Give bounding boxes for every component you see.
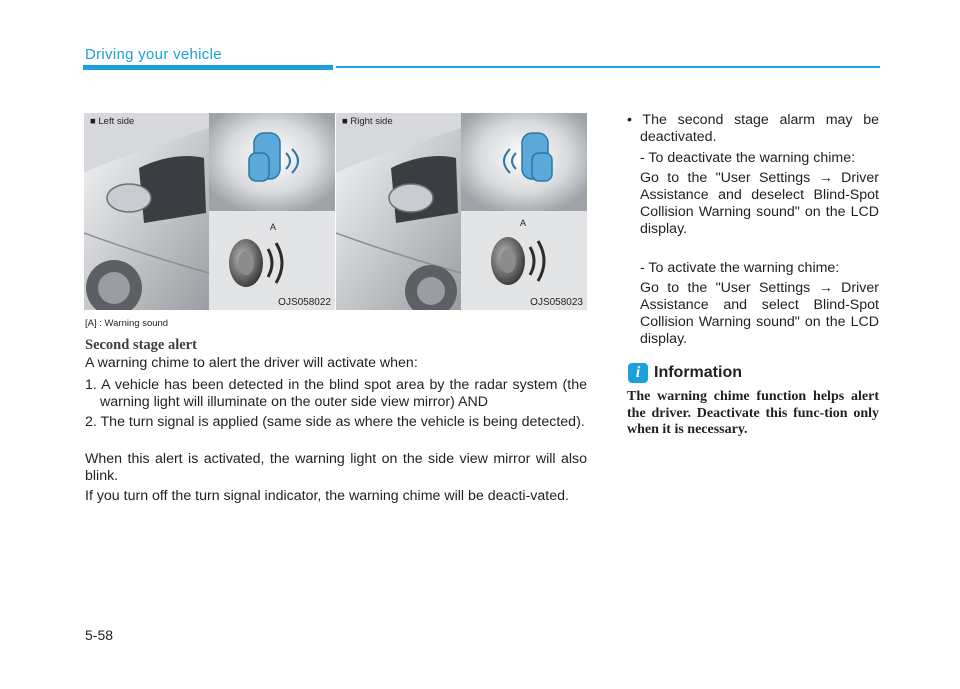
section-title: Driving your vehicle [85, 46, 222, 63]
info-title: Information [654, 364, 742, 381]
callout-a: A [520, 218, 527, 228]
figure-right-side [336, 113, 587, 310]
header-rule [83, 65, 333, 70]
car-mirror-illustration [336, 113, 587, 310]
activate-title: - To activate the warning chime: [640, 260, 840, 276]
deactivate-title: - To deactivate the warning chime: [640, 150, 856, 166]
paragraph: If you turn off the turn signal indicator, the warning chime will be deacti-vated. [85, 488, 569, 504]
figure-side-label: ■ Right side [342, 116, 393, 127]
callout-a: A [270, 222, 277, 232]
figure-side-label: ■ Left side [90, 116, 135, 127]
list-item: 1. A vehicle has been detected in the blind spot area by the radar system (the warning light will illuminate on the outer side view mirror) AND [85, 377, 587, 410]
bullet-item: • The second stage alarm may be deactivated. [627, 112, 879, 145]
header-rule-thin [336, 66, 880, 68]
page-number: 5-58 [85, 627, 114, 643]
info-icon: i [628, 363, 648, 383]
paragraph: When this alert is activated, the warning light on the side view mirror will also blink. [85, 451, 587, 484]
info-body: The warning chime function helps alert the driver. Deactivate this func-tion only when it is necessary. [627, 389, 879, 437]
section-heading: Second stage alert [85, 337, 197, 353]
figure-code: OJS058022 [278, 297, 331, 308]
deactivate-text: Go to the "User Settings → Driver Assistance and deselect Blind-Spot Collision Warning sound" on the LCD display. [640, 170, 879, 237]
intro-paragraph: A warning chime to alert the driver will activate when: [85, 355, 418, 371]
figure-left-side [84, 113, 335, 310]
car-mirror-illustration [84, 113, 335, 310]
activate-text: Go to the "User Settings → Driver Assistance and select Blind-Spot Collision Warning sound" on the LCD display. [640, 280, 879, 347]
figure-caption: [A] : Warning sound [85, 318, 169, 329]
list-item: 2. The turn signal is applied (same side as where the vehicle is being detected). [85, 414, 585, 430]
figure-code: OJS058023 [530, 297, 583, 308]
